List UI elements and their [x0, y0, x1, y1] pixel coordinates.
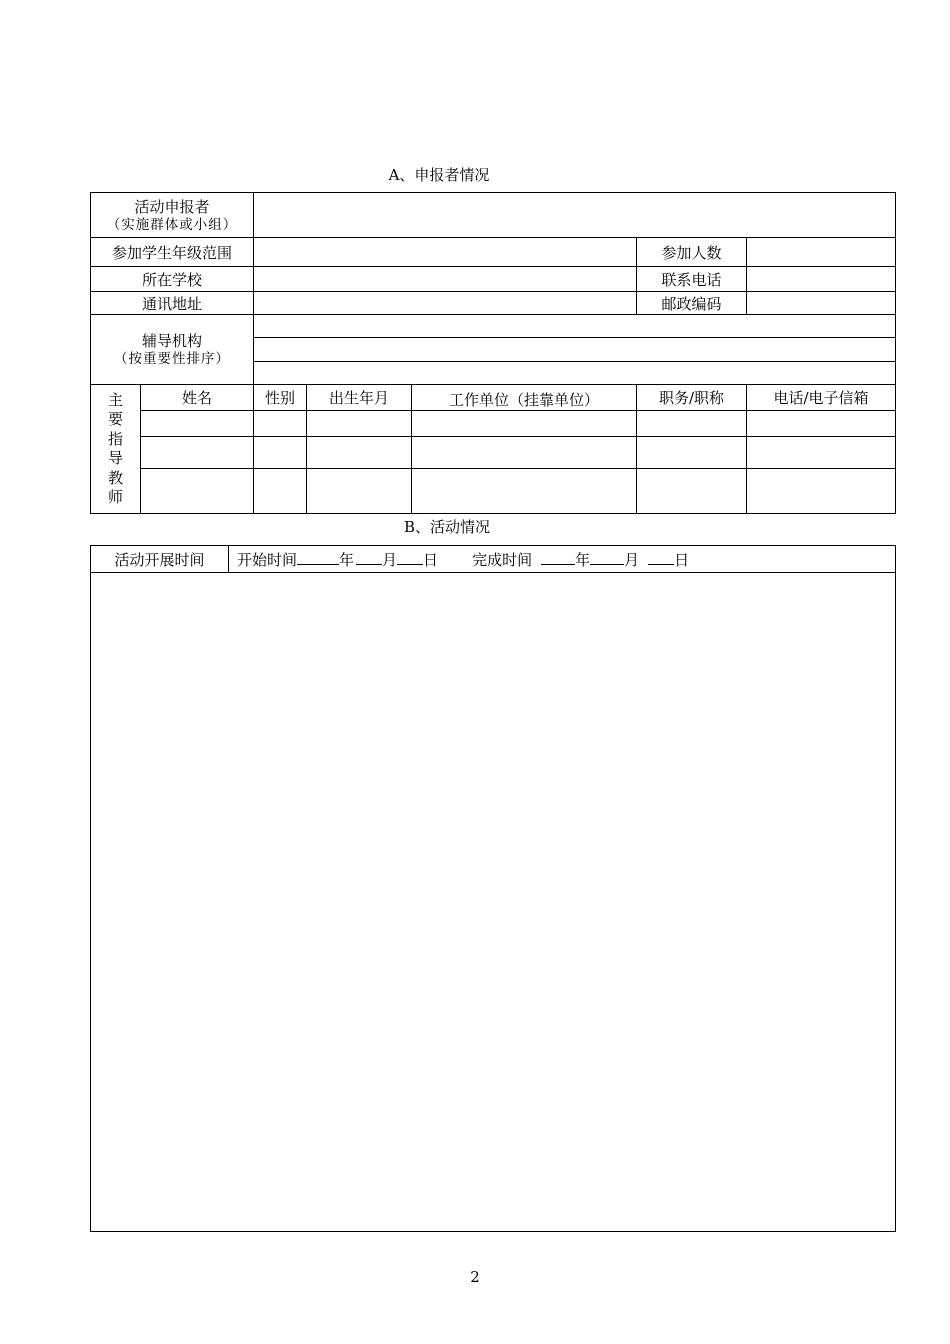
day-label: 日	[674, 550, 690, 569]
teacher-row	[91, 469, 896, 514]
teacher-contact-field[interactable]	[747, 411, 896, 437]
activity-time-field[interactable]	[229, 546, 896, 573]
year-label: 年	[339, 550, 355, 569]
column-header-title: 职务/职称	[637, 385, 747, 411]
page-number: 2	[470, 1268, 480, 1286]
teachers-label-char: 主	[107, 390, 123, 409]
column-header-name: 姓名	[141, 385, 254, 411]
grade-range-field[interactable]	[254, 238, 637, 267]
applicant-info-table	[90, 192, 896, 514]
start-month-blank[interactable]	[356, 551, 382, 565]
teacher-contact-field[interactable]	[747, 469, 896, 514]
applicant-sublabel: （实施群体或小组）	[106, 216, 238, 233]
day-label: 日	[423, 550, 439, 569]
address-label: 通讯地址	[91, 292, 254, 315]
phone-label: 联系电话	[637, 267, 747, 292]
teacher-name-field[interactable]	[141, 411, 254, 437]
column-header-gender: 性别	[254, 385, 307, 411]
teacher-birth-field[interactable]	[307, 411, 412, 437]
teachers-label-char: 导	[107, 449, 123, 467]
finish-month-blank[interactable]	[590, 551, 624, 565]
teacher-gender-field[interactable]	[254, 411, 307, 437]
finish-time-label: 完成时间	[472, 550, 533, 569]
teacher-workplace-field[interactable]	[412, 469, 637, 514]
month-label: 月	[382, 550, 398, 569]
teachers-label-char: 师	[107, 488, 123, 506]
teacher-contact-field[interactable]	[747, 437, 896, 469]
column-header-workplace: 工作单位（挂靠单位）	[412, 385, 637, 411]
school-field[interactable]	[254, 267, 637, 292]
applicant-label-cell	[91, 193, 254, 238]
section-b-title: B、活动情况	[403, 518, 491, 536]
activity-description-area[interactable]	[91, 573, 896, 1232]
start-year-blank[interactable]	[297, 551, 339, 565]
phone-field[interactable]	[747, 267, 896, 292]
teacher-title-field[interactable]	[637, 411, 747, 437]
grade-range-label: 参加学生年级范围	[91, 238, 254, 267]
teacher-row	[91, 437, 896, 469]
column-header-contact: 电话/电子信箱	[747, 385, 896, 411]
participants-field[interactable]	[747, 238, 896, 267]
teacher-title-field[interactable]	[637, 437, 747, 469]
teacher-birth-field[interactable]	[307, 469, 412, 514]
applicant-label: 活动申报者	[134, 197, 210, 216]
teacher-title-field[interactable]	[637, 469, 747, 514]
postcode-field[interactable]	[747, 292, 896, 315]
guidance-org-field-1[interactable]	[254, 315, 896, 338]
year-label: 年	[575, 550, 591, 569]
teacher-workplace-field[interactable]	[412, 411, 637, 437]
month-label: 月	[624, 550, 640, 569]
teacher-name-field[interactable]	[141, 437, 254, 469]
section-a-title: A、申报者情况	[388, 166, 490, 184]
teacher-name-field[interactable]	[141, 469, 254, 514]
guidance-org-field-3[interactable]	[254, 362, 896, 385]
finish-year-blank[interactable]	[541, 551, 575, 565]
start-day-blank[interactable]	[397, 551, 423, 565]
column-header-birth: 出生年月	[307, 385, 412, 411]
postcode-label: 邮政编码	[637, 292, 747, 315]
guidance-org-sublabel: （按重要性排序）	[114, 351, 230, 367]
teacher-workplace-field[interactable]	[412, 437, 637, 469]
activity-time-label: 活动开展时间	[91, 546, 229, 573]
teachers-label	[91, 385, 141, 514]
guidance-org-label: 辅导机构	[141, 332, 202, 350]
participants-label: 参加人数	[637, 238, 747, 267]
address-field[interactable]	[254, 292, 637, 315]
school-label: 所在学校	[91, 267, 254, 292]
teachers-label-char: 指	[107, 429, 123, 448]
guidance-org-label-cell	[91, 315, 254, 385]
guidance-org-field-2[interactable]	[254, 338, 896, 362]
teacher-gender-field[interactable]	[254, 469, 307, 514]
teacher-gender-field[interactable]	[254, 437, 307, 469]
applicant-field[interactable]	[254, 193, 896, 238]
teacher-birth-field[interactable]	[307, 437, 412, 469]
teachers-label-char: 教	[107, 468, 123, 487]
teachers-label-char: 要	[107, 410, 123, 428]
activity-info-table	[90, 545, 896, 1232]
start-time-label: 开始时间	[237, 550, 298, 569]
teacher-row	[91, 411, 896, 437]
finish-day-blank[interactable]	[648, 551, 674, 565]
